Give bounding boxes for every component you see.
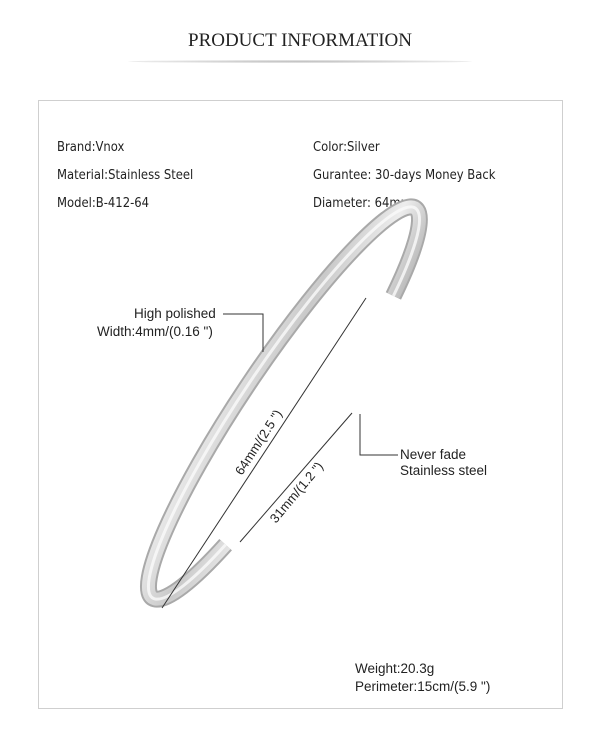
spec-guarantee: Gurantee: 30-days Money Back <box>313 167 496 183</box>
stainless-label: Stainless steel <box>400 463 488 478</box>
width-label: Width:4mm/(0.16 ") <box>97 324 213 339</box>
spec-diameter: Diameter: 64mm <box>313 195 412 211</box>
spec-material: Material:Stainless Steel <box>57 167 194 183</box>
spec-model: Model:B-412-64 <box>57 195 150 211</box>
spec-color: Color:Silver <box>313 139 380 155</box>
page-title: PRODUCT INFORMATION <box>188 30 412 51</box>
diameter-line <box>162 298 366 608</box>
opening-label: 31mm/(1.2 ") <box>266 458 327 526</box>
fade-leader <box>360 414 398 455</box>
diameter-label: 64mm/(2.5 ") <box>231 406 286 478</box>
bracelet-image <box>119 186 441 615</box>
weight-label: Weight:20.3g <box>355 661 435 676</box>
never-fade-label: Never fade <box>400 447 467 462</box>
polished-leader <box>223 314 263 352</box>
polished-label: High polished <box>134 306 216 321</box>
perimeter-label: Perimeter:15cm/(5.9 ") <box>355 679 491 694</box>
spec-brand: Brand:Vnox <box>57 139 125 155</box>
